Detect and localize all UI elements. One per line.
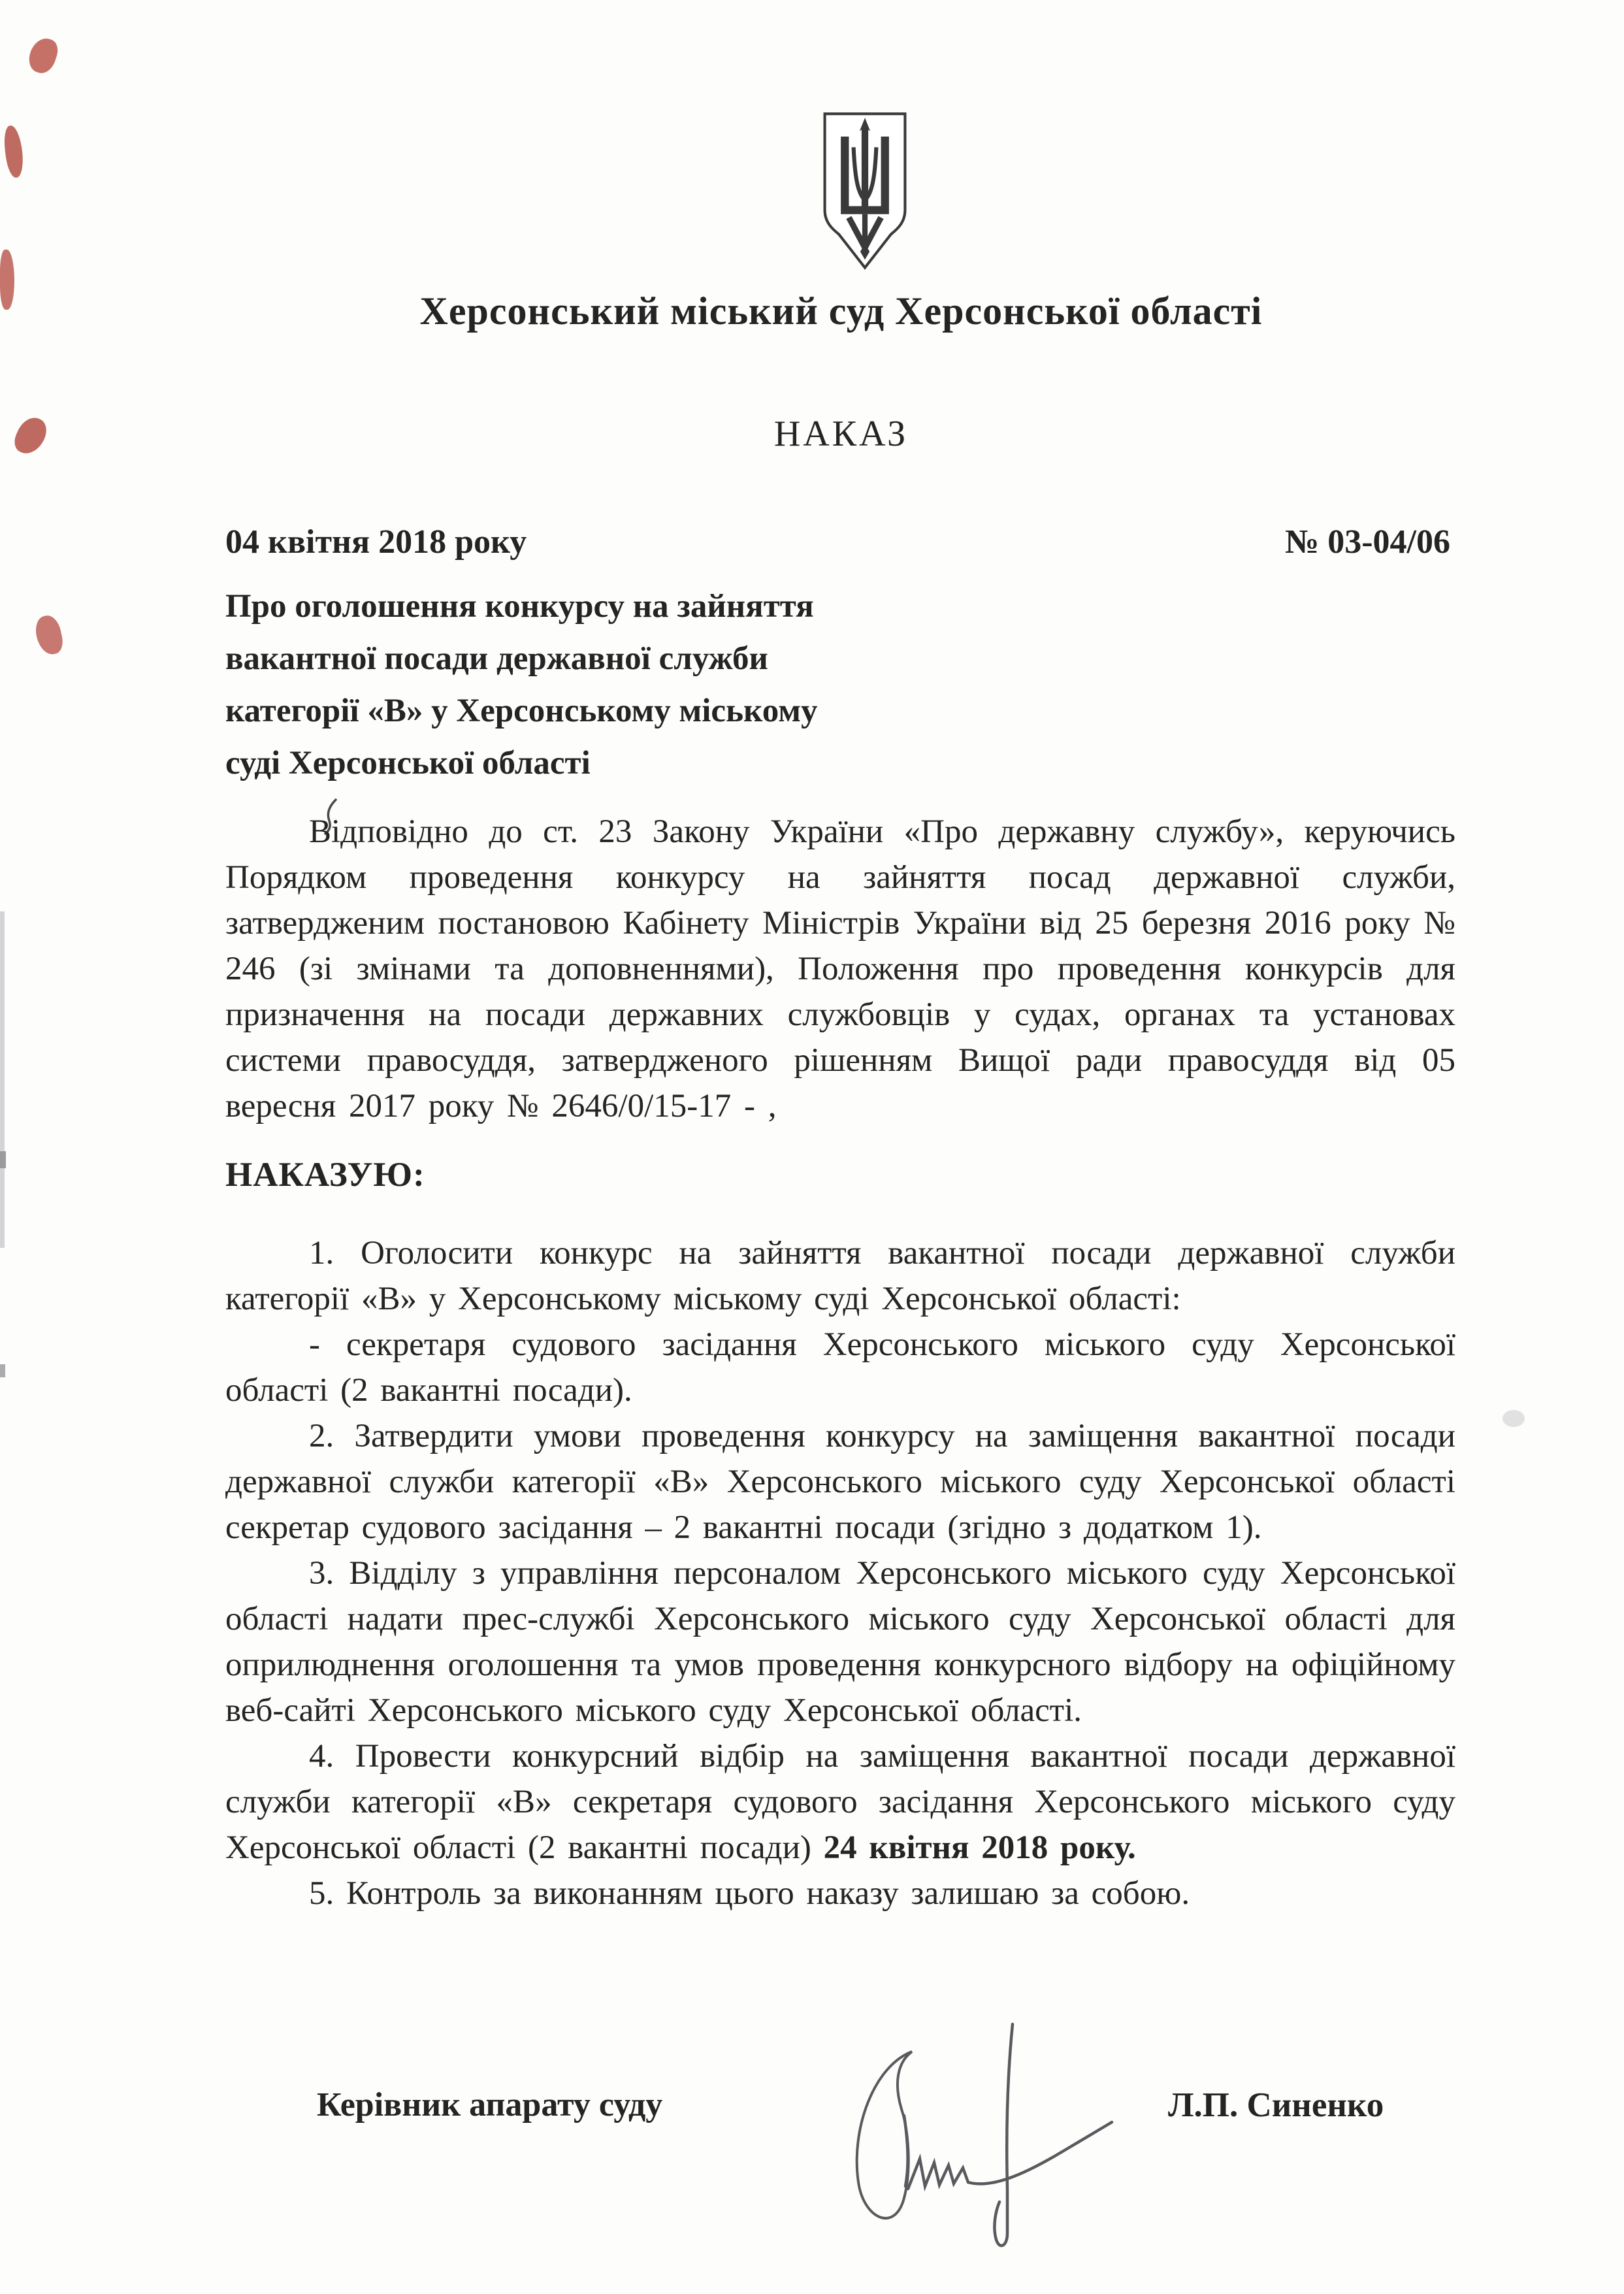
order-item-4-bold-date: 24 квітня 2018 року. [823, 1829, 1136, 1866]
red-ink-mark [0, 250, 14, 310]
page-title-court-name: Херсонський міський суд Херсонської області [419, 289, 1263, 333]
subject-line: вакантної посади державної служби [225, 640, 768, 677]
subject-line: Про оголошення конкурсу на зайняття [225, 588, 814, 625]
scan-edge-line [0, 911, 5, 1248]
order-item-5: 5. Контроль за виконанням цього наказу залишаю за собою. [309, 1875, 1190, 1912]
scan-edge-mark [0, 1364, 5, 1377]
order-heading: НАКАЗУЮ: [225, 1156, 425, 1194]
scan-smudge [1502, 1410, 1525, 1427]
red-ink-mark [10, 413, 51, 459]
subject-line: категорії «В» у Херсонському міському [225, 693, 818, 729]
subject-line: суді Херсонської області [225, 745, 591, 781]
red-ink-mark [33, 614, 65, 657]
document-type-heading: НАКАЗ [773, 414, 909, 454]
signature-name: Л.П. Синенко [1168, 2086, 1384, 2124]
red-ink-mark [3, 125, 25, 178]
order-item-2: 2. Затвердити умови проведення конкурсу на заміщення вакантної посади державної служби категорії «В» Херсонського міського суду Херсонської області секретар судового засідання – 2 вакантні посади (згідно з додатком 1). [225, 1418, 1455, 1546]
order-items [225, 1230, 1455, 1916]
order-item-1-subitem: - секретаря судового засідання Херсонського міського суду Херсонської області (2 вакантні посади). [225, 1326, 1455, 1409]
order-item-4: 4. Провести конкурсний відбір на заміщення вакантної посади державної служби категорії «В» секретаря судового засідання Херсонського міського суду Херсонської області (2 вакантні посади) 24 квітня 2018 року. [225, 1738, 1455, 1866]
scan-edge-mark [0, 1151, 6, 1168]
document-date: 04 квітня 2018 року [225, 523, 527, 561]
handwritten-signature [828, 2018, 1135, 2258]
document-number: № 03-04/06 [1284, 523, 1450, 561]
signature-position-title: Керівник апарату суду [317, 2086, 663, 2123]
document-subject [225, 580, 1068, 789]
ukraine-trident-emblem-icon [815, 110, 915, 277]
red-ink-mark [25, 35, 61, 76]
order-item-3: 3. Відділу з управління персоналом Херсонського міського суду Херсонської області надати прес-службі Херсонського міського суду Херсонської області для оприлюднення оголошення та умов проведення конкурсного відбору на офіційному веб-сайті Херсонського міського суду Херсонської області. [225, 1555, 1455, 1729]
preamble-paragraph: Відповідно до ст. 23 Закону України «Про державну службу», керуючись Порядком проведення конкурсу на зайняття посад державної служби, затвердженим постановою Кабінету Міністрів України від 25 березня 2016 року № 246 (зі змінами та доповненнями), Положення про проведення конкурсів для призначення на посади державних службовців у судах, органах та установах системи правосуддя, затвердженого рішенням Вищої ради правосуддя від 05 вересня 2017 року № 2646/0/15-17 - , [225, 813, 1455, 1124]
order-item-1: 1. Оголосити конкурс на зайняття вакантної посади державної служби категорії «В» у Херсонському міському суді Херсонської області: [225, 1235, 1455, 1317]
